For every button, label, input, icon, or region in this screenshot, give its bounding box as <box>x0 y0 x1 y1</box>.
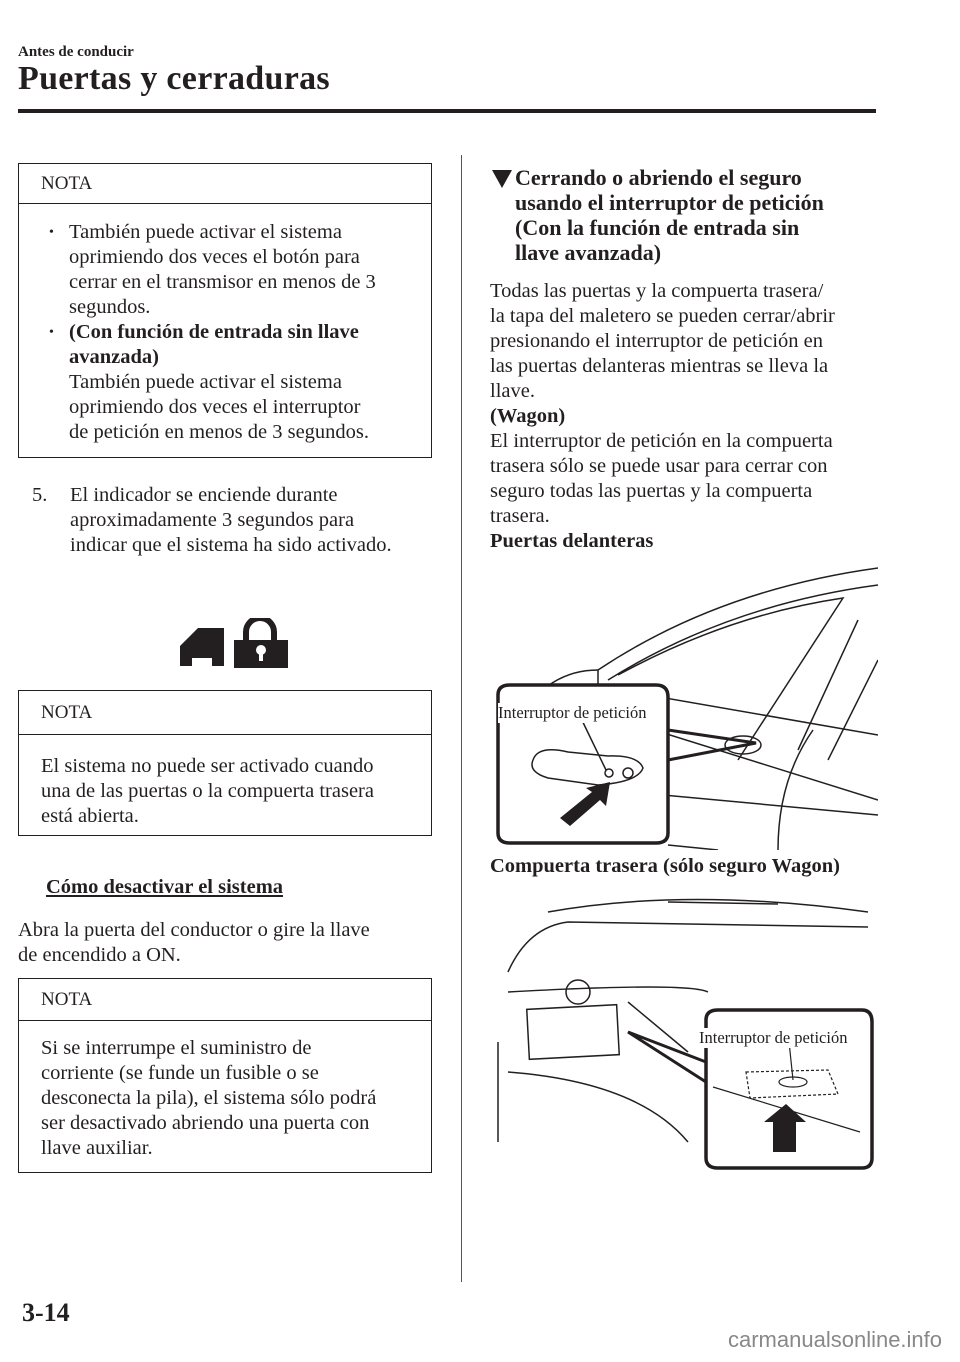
note-box-1 <box>18 163 432 458</box>
note-line: desconecta la pila), el sistema sólo podrá <box>41 1087 377 1109</box>
heading-line: llave avanzada) <box>515 240 662 265</box>
paragraph-line: las puertas delanteras mientras se lleva la <box>490 355 829 377</box>
section-triangle-icon <box>492 170 512 188</box>
step-number: 5. <box>32 484 48 506</box>
section-label: Antes de conducir <box>18 44 134 60</box>
note-line: corriente (se funde un fusible o se <box>41 1062 319 1084</box>
security-indicator-lock-icon <box>178 618 292 670</box>
paragraph-line: Todas las puertas y la compuerta trasera/ <box>490 280 824 302</box>
note-line: cerrar en el transmisor en menos de 3 <box>69 271 376 293</box>
heading-line: Cerrando o abriendo el seguro <box>515 165 802 190</box>
note-label: NOTA <box>41 702 93 723</box>
note-line: El sistema no puede ser activado cuando <box>41 755 374 777</box>
note-1-body <box>19 220 376 445</box>
heading-line: usando el interruptor de petición <box>515 190 824 215</box>
note-line: avanzada) <box>69 346 159 368</box>
note-3-body <box>41 1036 376 1161</box>
note-line: oprimiendo dos veces el botón para <box>69 246 360 268</box>
fig2-callout-label: Interruptor de petición <box>699 1028 848 1047</box>
bullet-icon: • <box>49 325 54 340</box>
right-paragraph <box>490 279 835 554</box>
note-line: (Con función de entrada sin llave • <box>49 321 359 343</box>
note-line: ser desactivado abriendo una puerta con <box>41 1112 370 1134</box>
header-rule <box>18 109 876 113</box>
note-line: También puede activar el sistema • <box>49 221 342 243</box>
right-heading <box>515 165 824 265</box>
note-label: NOTA <box>41 989 93 1010</box>
bullet-icon: • <box>49 225 54 240</box>
deactivate-paragraph <box>18 918 370 968</box>
note-line: una de las puertas o la compuerta trasera <box>41 780 374 802</box>
note-line: está abierta. <box>41 805 139 827</box>
figure-2-caption: Compuerta trasera (sólo seguro Wagon) <box>490 855 840 877</box>
tailgate-illustration <box>488 882 878 1172</box>
step-line: El indicador se enciende durante <box>70 484 338 506</box>
paragraph-line: (Wagon) <box>490 405 566 427</box>
note-line: llave auxiliar. <box>41 1137 153 1159</box>
note-line: segundos. <box>69 296 151 318</box>
note-line: Si se interrumpe el suministro de <box>41 1037 312 1059</box>
paragraph-line: llave. <box>490 380 535 402</box>
paragraph-line: El interruptor de petición en la compuerta <box>490 430 833 452</box>
paragraph-line: trasera sólo se puede usar para cerrar con <box>490 455 828 477</box>
note-line: de petición en menos de 3 segundos. <box>69 421 370 443</box>
heading-line: (Con la función de entrada sin <box>515 215 800 240</box>
paragraph-line: trasera. <box>490 505 550 527</box>
subheading-deactivate: Cómo desactivar el sistema <box>46 876 284 898</box>
watermark: carmanualsonline.info <box>728 1327 943 1352</box>
note-label: NOTA <box>41 173 93 194</box>
paragraph-line: Puertas delanteras <box>490 530 654 552</box>
step-line: indicar que el sistema ha sido activado. <box>70 534 392 556</box>
paragraph-line: Abra la puerta del conductor o gire la llave <box>18 919 370 941</box>
paragraph-line: seguro todas las puertas y la compuerta <box>490 480 813 502</box>
fig1-callout-label: Interruptor de petición <box>498 703 647 722</box>
step-line: aproximadamente 3 segundos para <box>70 509 355 531</box>
paragraph-line: presionando el interruptor de petición en <box>490 330 824 352</box>
note-2-body <box>41 754 374 829</box>
note-box-2 <box>18 690 432 836</box>
note-line: También puede activar el sistema <box>69 371 342 393</box>
step-5-text <box>70 483 392 558</box>
column-divider <box>461 155 462 1282</box>
paragraph-line: la tapa del maletero se pueden cerrar/abrir <box>490 305 835 327</box>
page-number: 3-14 <box>22 1298 70 1327</box>
page-title: Puertas y cerraduras <box>18 60 330 97</box>
note-box-3 <box>18 978 432 1173</box>
note-line: oprimiendo dos veces el interruptor <box>69 396 361 418</box>
paragraph-line: de encendido a ON. <box>18 944 181 966</box>
